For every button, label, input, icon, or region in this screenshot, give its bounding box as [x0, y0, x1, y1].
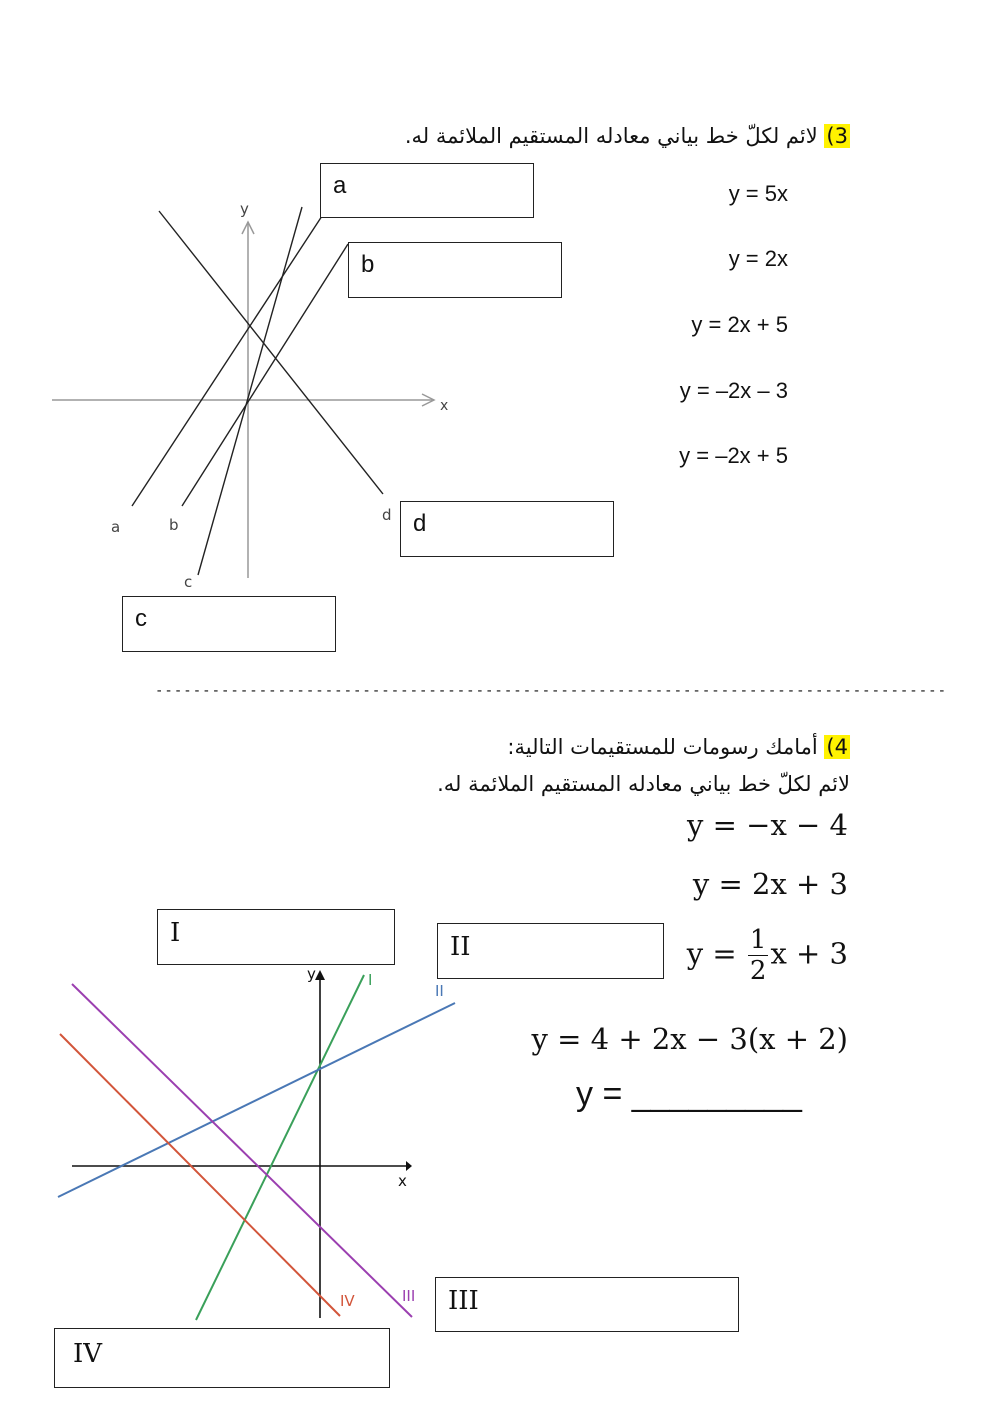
q3-instruction-line	[405, 124, 850, 148]
q3-box-a-label: a	[333, 172, 347, 199]
q4-box-II-label: II	[450, 932, 471, 962]
q4-equation-5: y = _________	[576, 1075, 802, 1113]
q4-eq3-prefix: y =	[686, 936, 746, 971]
q3-x-label: x	[440, 398, 449, 414]
q4-box-IV-label: IV	[73, 1339, 103, 1369]
q4-eq3-suffix: x + 3	[770, 936, 848, 971]
q3-line-a-label: a	[111, 518, 121, 536]
q3-box-b-label: b	[361, 251, 375, 278]
q3-line-c-label: c	[184, 573, 193, 591]
q4-instruction: لائم لكلّ خط بياني معادله المستقيم الملائمة له.	[437, 772, 850, 796]
q4-answer-box-II[interactable]	[437, 923, 664, 979]
q4-eq3-fraction	[748, 927, 769, 984]
q3-equation-1: y = 5x	[728, 181, 788, 206]
q3-line-b-label: b	[169, 516, 179, 534]
q4-x-arrow	[406, 1161, 412, 1171]
q4-y-label: y	[307, 965, 316, 983]
q3-y-label: y	[240, 200, 249, 218]
q4-number: 4)	[826, 735, 848, 759]
q4-line-II-label: II	[435, 982, 444, 1000]
q3-equation-2: y = 2x	[728, 246, 788, 271]
q4-graph	[0, 0, 470, 1413]
q4-answer-box-IV[interactable]	[54, 1328, 390, 1388]
q3-equation-3: y = 2x + 5	[691, 312, 788, 337]
q4-line-III	[72, 984, 412, 1317]
q4-line-III-label: III	[402, 1287, 416, 1305]
q4-answer-box-III[interactable]	[435, 1277, 739, 1332]
q4-title-line	[507, 735, 850, 759]
q4-equation-1: y = −x − 4	[687, 808, 848, 842]
q4-title: أمامك رسومات للمستقيمات التالية:	[507, 735, 818, 759]
q3-box-c-label: c	[135, 605, 147, 632]
q3-line-d-label: d	[382, 506, 392, 524]
q4-line-IV-label: IV	[340, 1292, 355, 1310]
q3-equation-4: y = –2x – 3	[679, 378, 788, 403]
q4-line-II	[58, 1003, 455, 1197]
q4-equation-4: y = 4 + 2x − 3(x + 2)	[531, 1022, 848, 1056]
q3-equation-5: y = –2x + 5	[679, 443, 788, 468]
q4-box-III-label: III	[448, 1286, 479, 1316]
q4-y-arrow	[315, 970, 325, 980]
section-divider: ------------------------------------------------------------------------------------	[155, 683, 948, 699]
q4-answer-box-I[interactable]	[157, 909, 395, 965]
q4-eq3-denominator: 2	[749, 956, 767, 986]
q4-equation-2: y = 2x + 3	[692, 867, 848, 901]
q4-box-I-label: I	[170, 918, 181, 948]
q4-line-I	[196, 975, 364, 1320]
q4-eq3-numerator: 1	[749, 925, 767, 955]
q4-line-I-label: I	[368, 971, 373, 989]
q3-instruction: لائم لكلّ خط بياني معادله المستقيم الملائمة له.	[404, 124, 818, 148]
q4-equation-3	[687, 927, 848, 984]
q3-box-d-label: d	[413, 510, 427, 537]
q4-x-label: x	[398, 1172, 407, 1190]
q3-number: 3)	[826, 124, 848, 148]
